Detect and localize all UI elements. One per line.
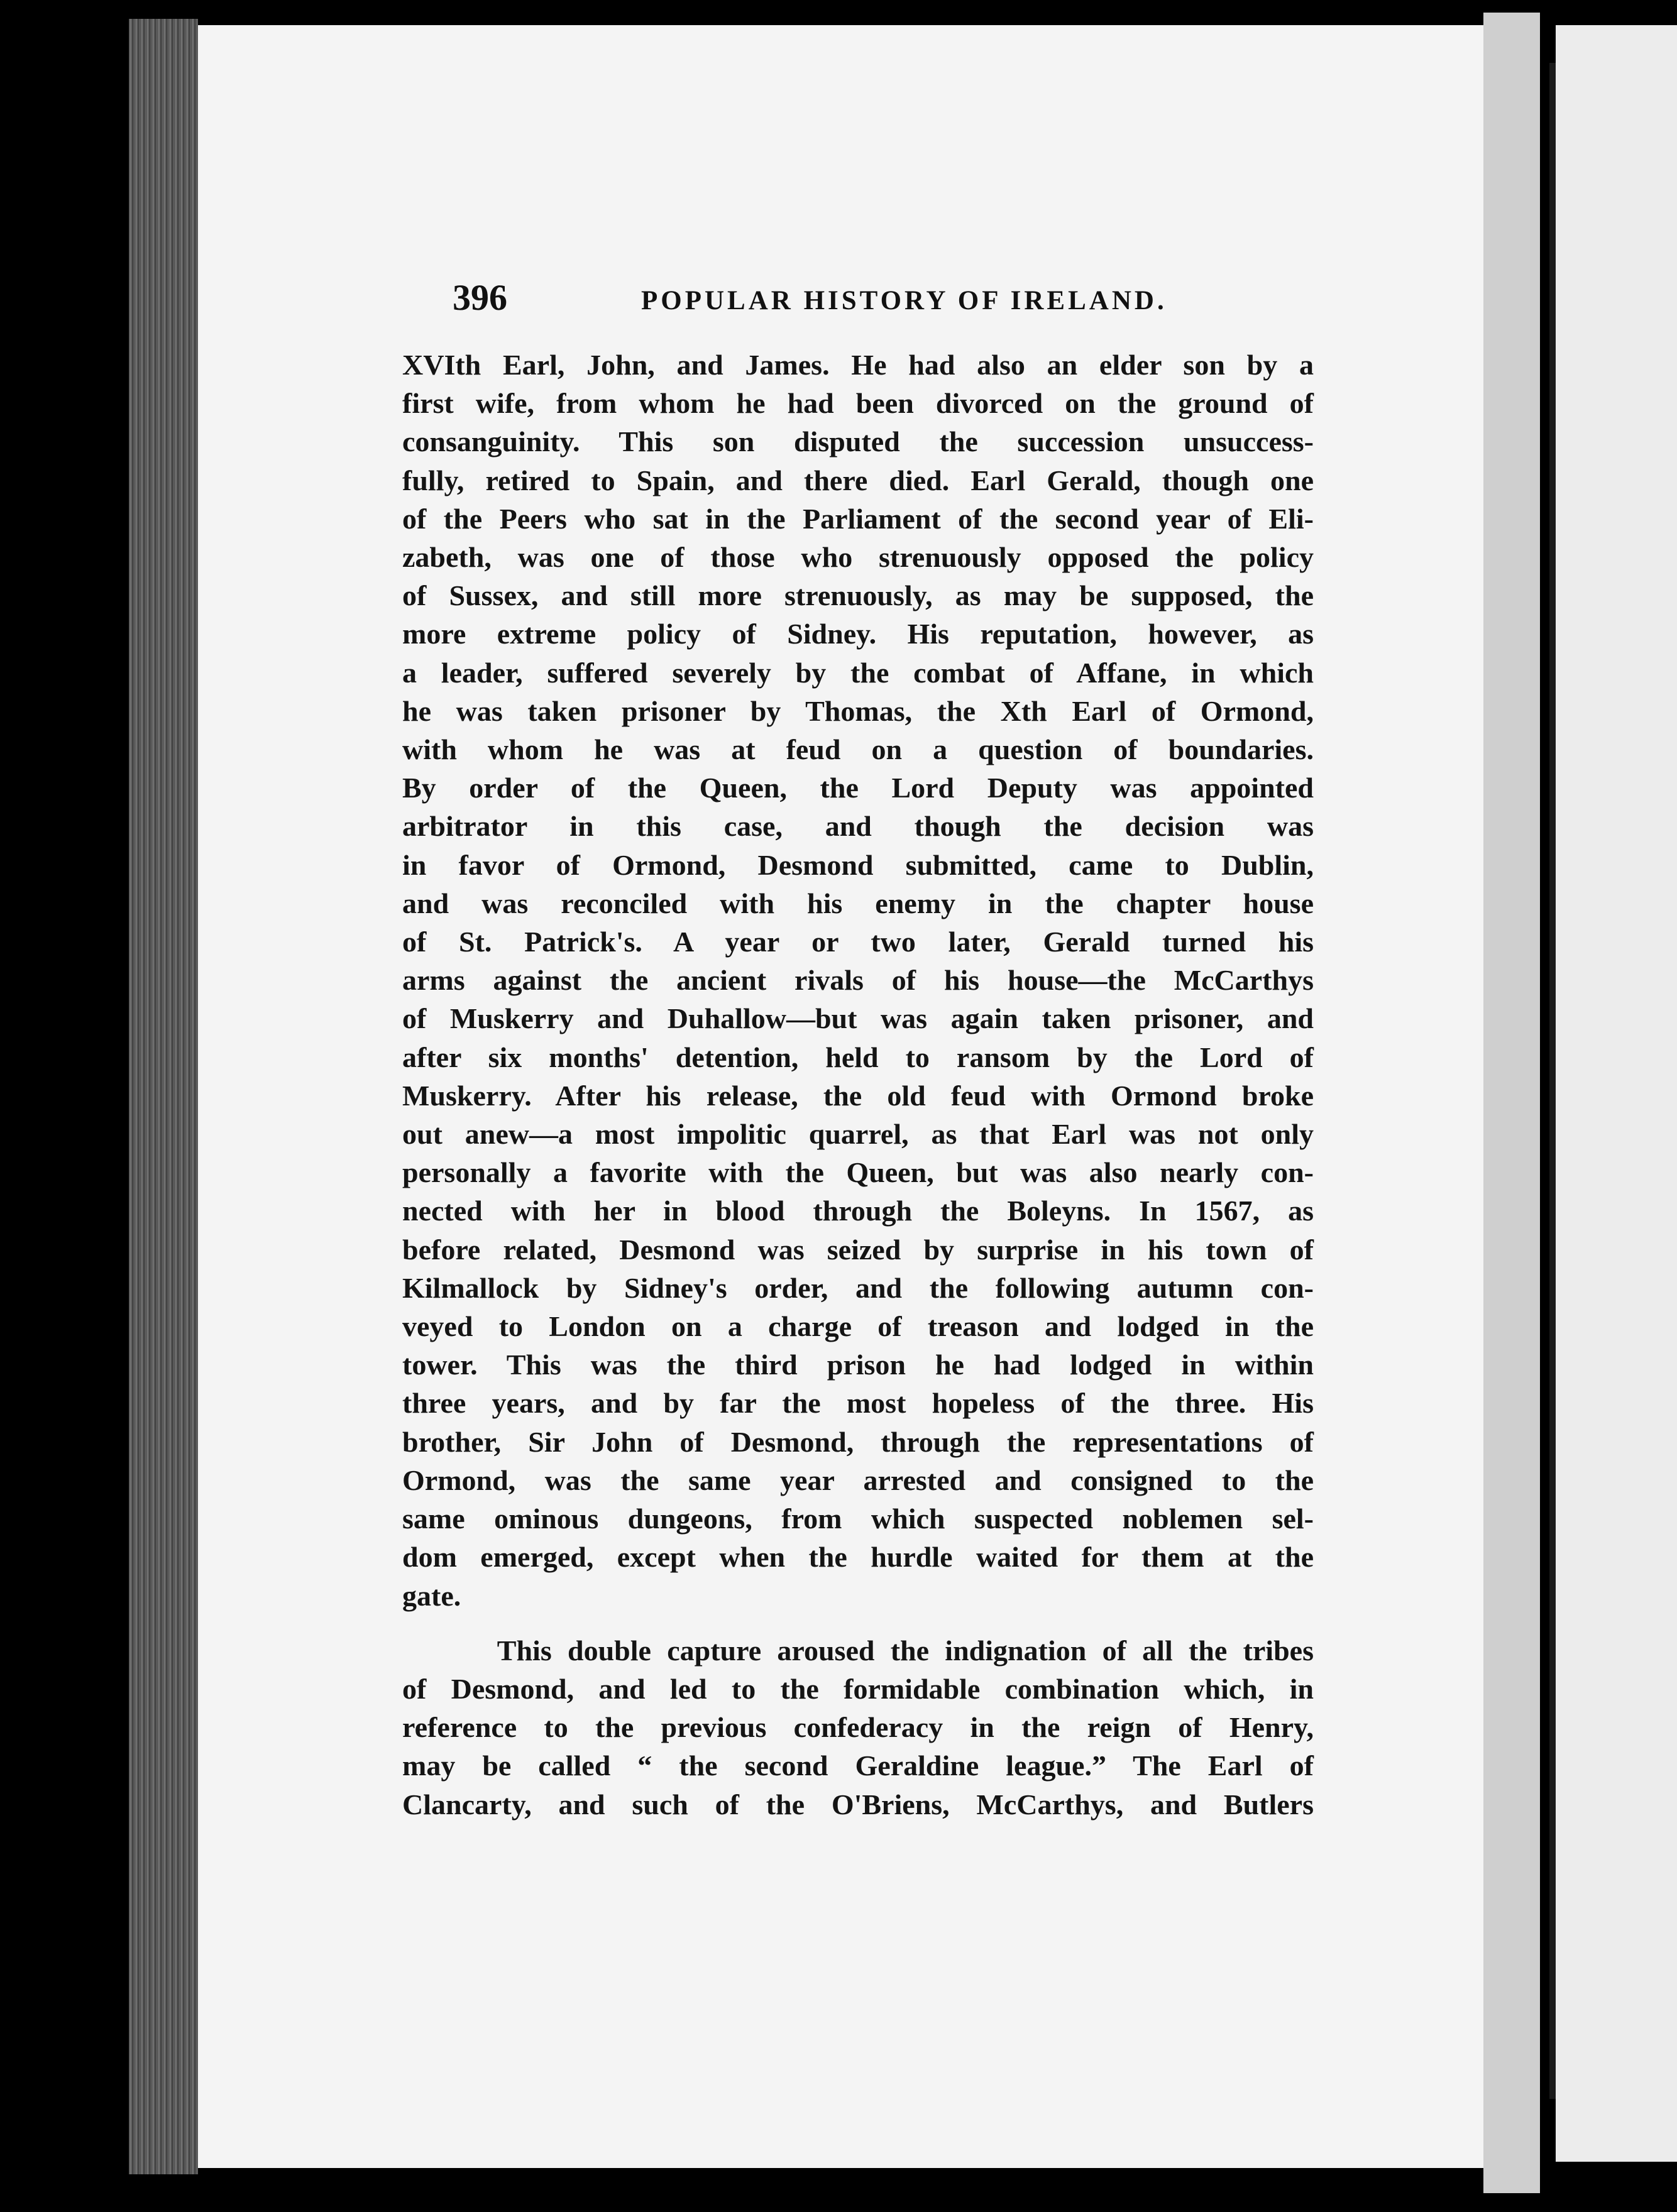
text-line: personally a favorite with the Queen, but was also nearly con- xyxy=(402,1156,1314,1189)
text-line: and was reconciled with his enemy in the chapter house xyxy=(402,887,1314,919)
text-line: may be called “ the second Geraldine league.” The Earl of xyxy=(402,1749,1314,1782)
text-line: gate. xyxy=(402,1579,461,1612)
text-line: he was taken prisoner by Thomas, the Xth Earl of Ormond, xyxy=(402,694,1314,727)
text-line: same ominous dungeons, from which suspected noblemen sel- xyxy=(402,1503,1314,1535)
text-line: Kilmallock by Sidney's order, and the following autumn con- xyxy=(402,1271,1314,1304)
page-gutter xyxy=(1483,13,1540,2193)
facing-page-edge xyxy=(1556,25,1677,2162)
text-line: nected with her in blood through the Boleyns. In 1567, as xyxy=(402,1195,1314,1227)
text-line: fully, retired to Spain, and there died. Earl Gerald, though one xyxy=(402,464,1314,496)
text-line: This double capture aroused the indignation of all the tribes xyxy=(402,1634,1314,1667)
text-line: in favor of Ormond, Desmond submitted, came to Dublin, xyxy=(402,848,1314,881)
text-line: By order of the Queen, the Lord Deputy was appointed xyxy=(402,772,1314,804)
paragraph-gap xyxy=(402,1615,1314,1631)
text-line: after six months' detention, held to ransom by the Lord of xyxy=(402,1041,1314,1073)
page-header xyxy=(453,276,1339,327)
body-text xyxy=(402,346,1314,1824)
text-line: tower. This was the third prison he had lodged in within xyxy=(402,1349,1314,1381)
text-line: arbitrator in this case, and though the decision was xyxy=(402,810,1314,843)
text-line: more extreme policy of Sidney. His reputation, however, as xyxy=(402,618,1314,650)
text-line: veyed to London on a charge of treason and lodged in the xyxy=(402,1310,1314,1343)
text-line: XVIth Earl, John, and James. He had also an elder son by a xyxy=(402,349,1314,381)
paragraph xyxy=(402,1631,1314,1824)
text-line: consanguinity. This son disputed the succession unsuccess- xyxy=(402,425,1314,458)
paragraph xyxy=(402,346,1314,1615)
text-line: zabeth, was one of those who strenuously opposed the policy xyxy=(402,541,1314,574)
text-line: a leader, suffered severely by the combat of Affane, in which xyxy=(402,656,1314,689)
text-line: Muskerry. After his release, the old feud with Ormond broke xyxy=(402,1079,1314,1112)
text-line: of Muskerry and Duhallow—but was again taken prisoner, and xyxy=(402,1002,1314,1035)
text-line: of Sussex, and still more strenuously, as may be supposed, the xyxy=(402,579,1314,612)
page-number: 396 xyxy=(453,277,507,318)
text-line: arms against the ancient rivals of his house—the McCarthys xyxy=(402,964,1314,997)
text-line: Clancarty, and such of the O'Briens, McCarthys, and Butlers xyxy=(402,1788,1314,1821)
text-line: with whom he was at feud on a question of boundaries. xyxy=(402,733,1314,766)
text-line: brother, Sir John of Desmond, through the representations of xyxy=(402,1425,1314,1458)
text-line: dom emerged, except when the hurdle waited for them at the xyxy=(402,1541,1314,1574)
text-line: before related, Desmond was seized by surprise in his town of xyxy=(402,1233,1314,1266)
text-line: of Desmond, and led to the formidable combination which, in xyxy=(402,1672,1314,1705)
text-line: three years, and by far the most hopeless of the three. His xyxy=(402,1387,1314,1420)
running-head: POPULAR HISTORY OF IRELAND. xyxy=(641,286,1167,315)
text-line: out anew—a most impolitic quarrel, as that Earl was not only xyxy=(402,1118,1314,1151)
book-edge xyxy=(129,19,198,2174)
text-line: of St. Patrick's. A year or two later, Gerald turned his xyxy=(402,926,1314,958)
text-line: first wife, from whom he had been divorced on the ground of xyxy=(402,387,1314,420)
page-edge-rule xyxy=(1549,63,1556,2099)
text-line: of the Peers who sat in the Parliament of the second year of Eli- xyxy=(402,502,1314,535)
text-line: reference to the previous confederacy in the reign of Henry, xyxy=(402,1711,1314,1744)
text-line: Ormond, was the same year arrested and consigned to the xyxy=(402,1464,1314,1496)
